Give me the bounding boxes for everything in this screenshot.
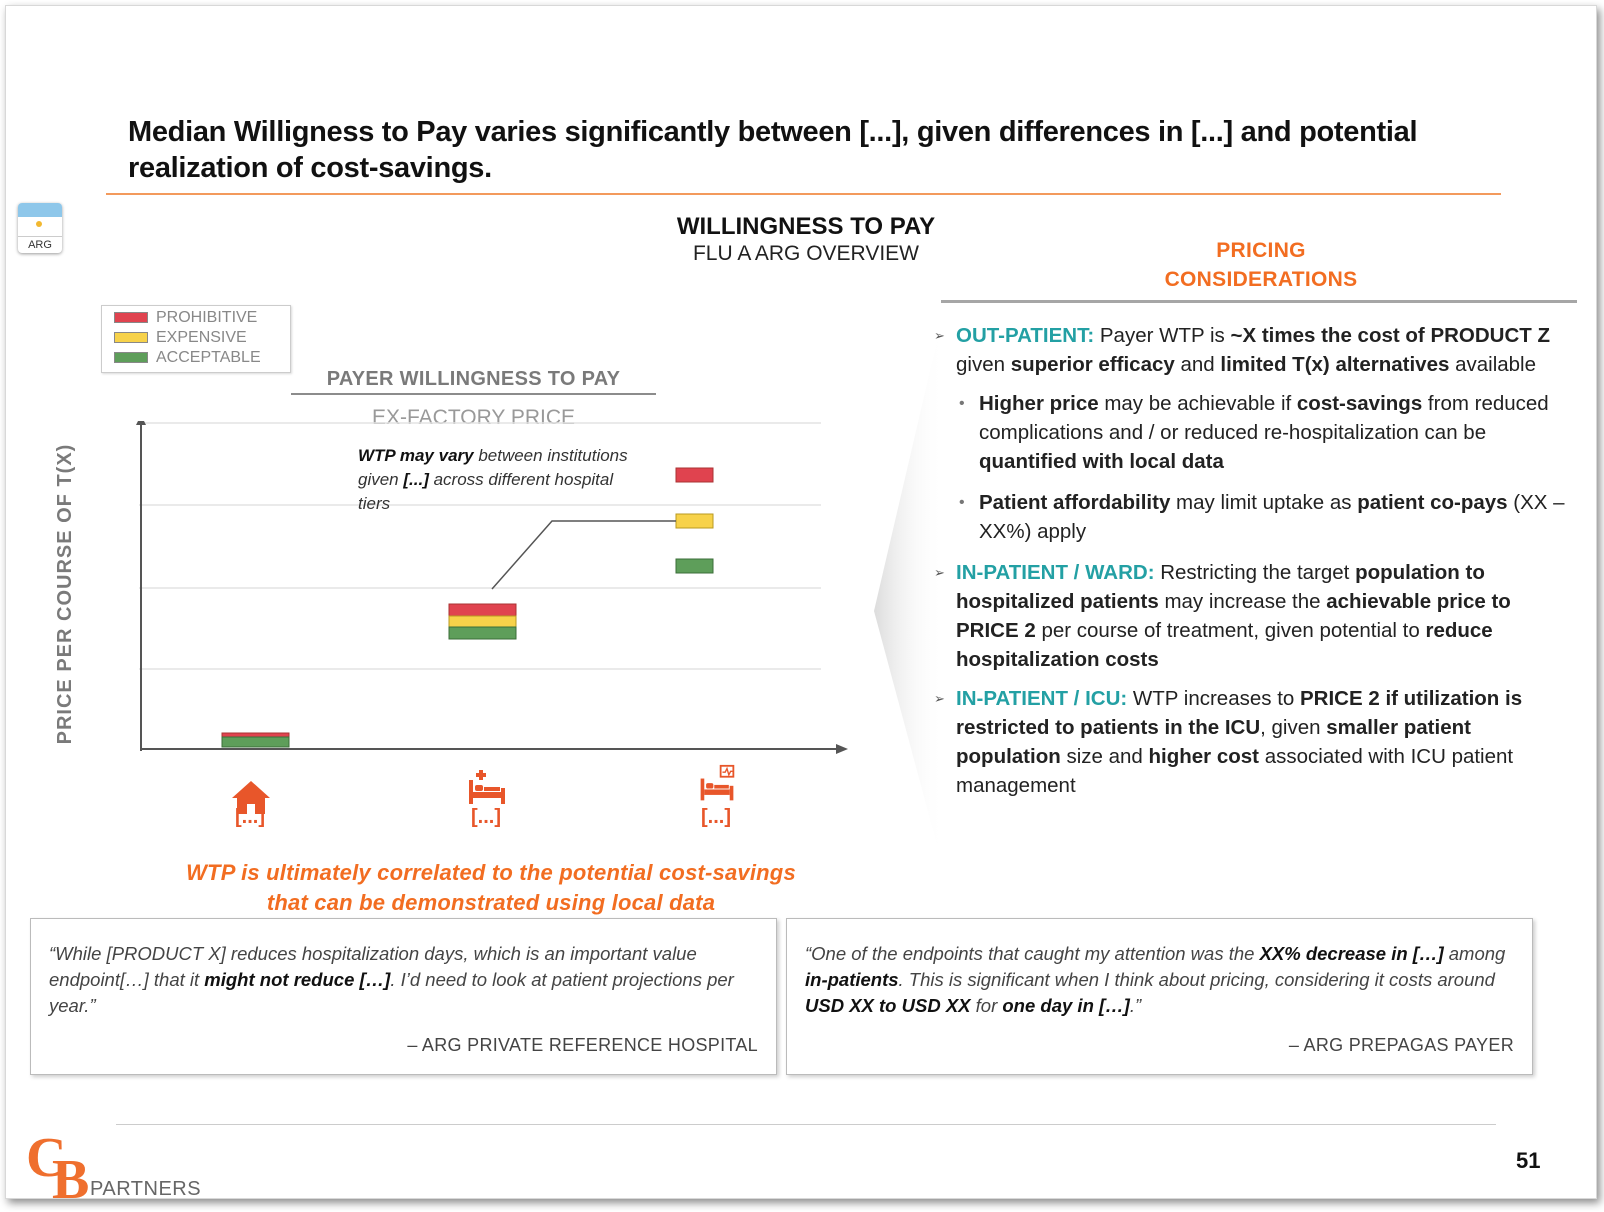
cb-partners-logo: C B PARTNERS bbox=[26, 1127, 202, 1211]
pricing-out-patient-sub-2: • Patient affordability may limit uptake as patient co-pays (XX – XX%) apply bbox=[979, 488, 1566, 546]
pricing-rule bbox=[941, 300, 1577, 303]
x-axis-arrow bbox=[836, 744, 848, 754]
headline-rule bbox=[106, 193, 1501, 195]
quote-text: “While [PRODUCT X] reduces hospitalization days, which is an important value endpoint[…] that it might not reduce […]. I’d need to look at patient projections per year.” bbox=[49, 943, 734, 1016]
bullet-arrow-icon: ➢ bbox=[934, 565, 945, 580]
page-number: 51 bbox=[1516, 1148, 1541, 1173]
quote-hospital bbox=[30, 918, 777, 1075]
quote-source: – ARG PRIVATE REFERENCE HOSPITAL bbox=[407, 1035, 758, 1055]
y-axis-arrow bbox=[136, 421, 146, 425]
pricing-icu: ➢ IN-PATIENT / ICU: WTP increases to PRICE 2 if utilization is restricted to patients in the ICU, given smaller patient population size and higher cost associated with ICU patient management bbox=[956, 684, 1566, 800]
y-axis-label: PRICE PER COURSE OF T(X) bbox=[54, 443, 76, 745]
pricing-title: PRICING CONSIDERATIONS bbox=[1164, 239, 1358, 291]
wtp-variation-note: WTP may vary between institutions given [...] across different hospital tiers bbox=[358, 446, 628, 513]
bar-icu-expensive bbox=[676, 514, 713, 528]
quote-text: “One of the endpoints that caught my attention was the XX% decrease in […] among in-patients. This is significant when I think about pricing, considering it costs around USD XX to USD XX for one day in […].” bbox=[805, 943, 1506, 1016]
bar-ward-prohibitive bbox=[449, 604, 516, 616]
legend-item-prohibitive: PROHIBITIVE bbox=[114, 308, 257, 328]
bar-ward-expensive bbox=[449, 616, 516, 627]
legend-swatch bbox=[114, 312, 148, 323]
quote-source: – ARG PREPAGAS PAYER bbox=[1288, 1035, 1514, 1055]
bar-icu-prohibitive bbox=[676, 468, 713, 482]
wtp-subtitle: FLU A ARG OVERVIEW bbox=[692, 242, 920, 265]
category-label-ward: [...] bbox=[471, 806, 501, 828]
icu-bed-icon bbox=[695, 764, 739, 804]
bar-icu-acceptable bbox=[676, 559, 713, 573]
slide bbox=[5, 5, 1597, 1211]
pricing-body bbox=[934, 321, 1566, 810]
legend-swatch bbox=[114, 352, 148, 363]
pricing-out-patient-sub-1: • Higher price may be achievable if cost-savings from reduced complications and / or reduced re-hospitalization can be quantified with local data bbox=[979, 389, 1566, 476]
hospital-bed-icon bbox=[465, 768, 509, 808]
legend-item-expensive: EXPENSIVE bbox=[114, 328, 247, 348]
pricing-out-patient: ➢ OUT-PATIENT: Payer WTP is ~X times the cost of PRODUCT Z given superior efficacy and limited T(x) alternatives available bbox=[956, 321, 1566, 379]
legend-swatch bbox=[114, 332, 148, 343]
pricing-ward: ➢ IN-PATIENT / WARD: Restricting the target population to hospitalized patients may increase the achievable price to PRICE 2 per course of treatment, given potential to reduce hospitalization costs bbox=[956, 558, 1566, 674]
footer-rule bbox=[116, 1124, 1496, 1125]
argentina-flag-icon bbox=[18, 203, 62, 253]
bullet-dot-icon: • bbox=[959, 494, 965, 511]
category-label-icu: [...] bbox=[701, 806, 731, 828]
callout-line bbox=[492, 521, 676, 589]
legend bbox=[101, 305, 291, 373]
bullet-arrow-icon: ➢ bbox=[934, 691, 945, 706]
chart-subtitle: EX-FACTORY PRICE bbox=[371, 406, 576, 429]
category-label-home: [...] bbox=[235, 806, 265, 828]
wtp-title: WILLINGNESS TO PAY bbox=[676, 213, 936, 240]
pricing-callout-wedge bbox=[874, 311, 944, 871]
bar-ward-acceptable bbox=[449, 627, 516, 639]
bullet-dot-icon: • bbox=[959, 395, 965, 412]
flag-code: ARG bbox=[18, 236, 62, 253]
legend-item-acceptable: ACCEPTABLE bbox=[114, 348, 261, 368]
bar-home-acceptable bbox=[222, 737, 289, 747]
bar-home-prohibitive bbox=[222, 733, 289, 737]
chart-title-rule bbox=[291, 393, 656, 395]
headline: Median Willigness to Pay varies significantly between [...], given differences in [...] and potential realization of cost-savings. bbox=[128, 116, 1418, 184]
correlation-statement: WTP is ultimately correlated to the potential cost-savings that can be demonstrated using local data bbox=[186, 860, 796, 915]
bullet-arrow-icon: ➢ bbox=[934, 328, 945, 343]
quote-payer bbox=[786, 918, 1533, 1075]
chart-title: PAYER WILLINGNESS TO PAY bbox=[326, 368, 621, 390]
